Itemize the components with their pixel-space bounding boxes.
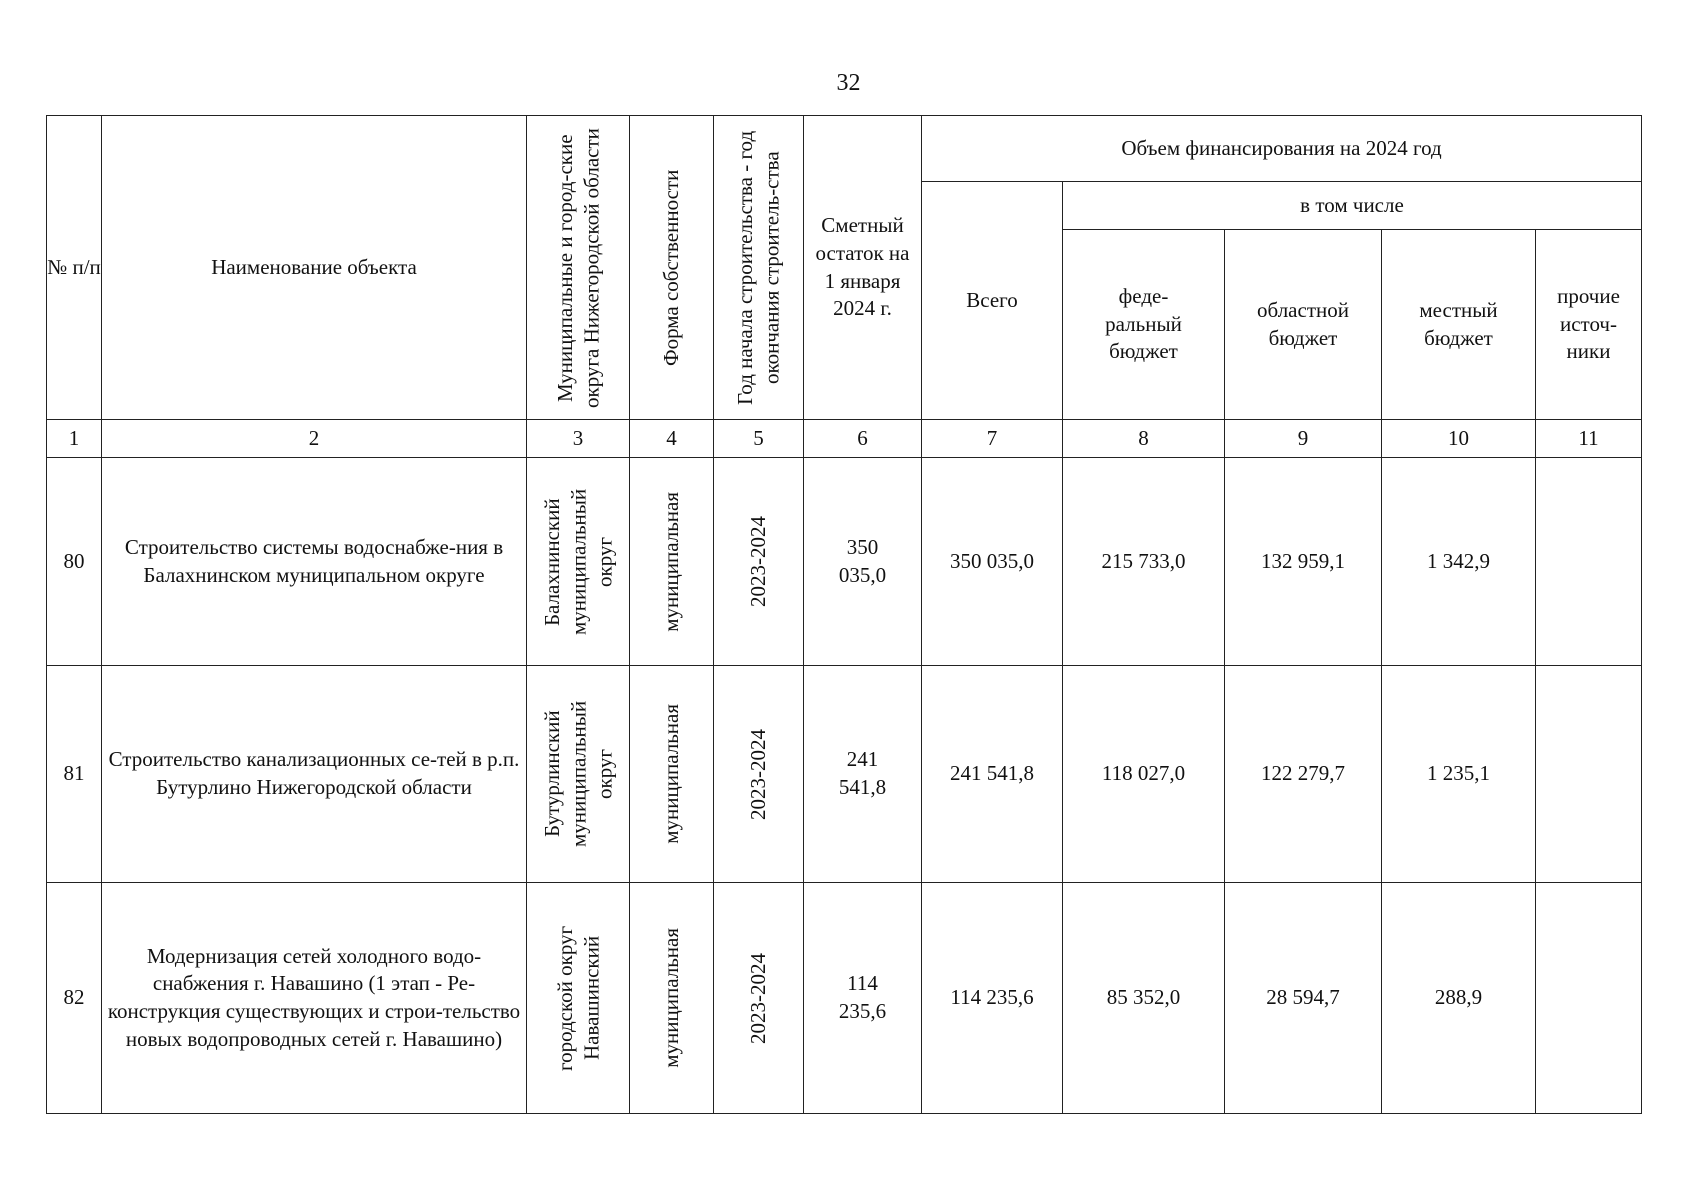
row-district <box>527 883 630 1114</box>
column-number: 2 <box>102 420 527 458</box>
row-ownership <box>630 666 714 883</box>
column-number: 3 <box>527 420 630 458</box>
header-num: № п/п <box>47 116 102 420</box>
column-number: 8 <box>1063 420 1225 458</box>
row-years-text: 2023-2024 <box>746 952 771 1044</box>
row-total: 350 035,0 <box>922 458 1063 666</box>
row-regional: 132 959,1 <box>1225 458 1382 666</box>
row-years <box>714 666 804 883</box>
row-local: 1 235,1 <box>1382 666 1536 883</box>
column-number: 11 <box>1536 420 1642 458</box>
row-total: 241 541,8 <box>922 666 1063 883</box>
row-other <box>1536 666 1642 883</box>
page-number: 32 <box>836 70 861 96</box>
row-estimate: 350 035,0 <box>804 458 922 666</box>
row-num: 82 <box>47 883 102 1114</box>
table-row <box>47 883 1642 1114</box>
header-row-1 <box>47 116 1642 182</box>
header-regional: областной бюджет <box>1225 230 1382 420</box>
header-local: местный бюджет <box>1382 230 1536 420</box>
column-number: 10 <box>1382 420 1536 458</box>
row-regional: 122 279,7 <box>1225 666 1382 883</box>
row-name: Строительство канализационных се-тей в р.п. Бутурлино Нижегородской области <box>102 666 527 883</box>
row-years-text: 2023-2024 <box>746 728 771 820</box>
column-number: 1 <box>47 420 102 458</box>
header-funding-group: Объем финансирования на 2024 год <box>922 116 1642 182</box>
row-district-text: городской округ Навашинский <box>552 925 603 1071</box>
header-years-text: Год начала строительства - год окончания строитель-ства <box>733 130 784 405</box>
table-row <box>47 666 1642 883</box>
row-ownership <box>630 458 714 666</box>
row-years <box>714 458 804 666</box>
row-district <box>527 458 630 666</box>
row-other <box>1536 458 1642 666</box>
row-district-text: Балахнинский муниципальный округ <box>539 488 617 635</box>
row-estimate: 241 541,8 <box>804 666 922 883</box>
row-ownership-text: муниципальная <box>659 928 684 1068</box>
row-other <box>1536 883 1642 1114</box>
header-years <box>714 116 804 420</box>
column-number: 9 <box>1225 420 1382 458</box>
column-number: 7 <box>922 420 1063 458</box>
row-regional: 28 594,7 <box>1225 883 1382 1114</box>
header-including: в том числе <box>1063 182 1642 230</box>
row-district-text: Бутурлинский муниципальный округ <box>539 700 617 848</box>
header-name: Наименование объекта <box>102 116 527 420</box>
column-number: 6 <box>804 420 922 458</box>
header-estimate: Сметный остаток на 1 января 2024 г. <box>804 116 922 420</box>
column-number: 4 <box>630 420 714 458</box>
row-years-text: 2023-2024 <box>746 516 771 607</box>
row-years <box>714 883 804 1114</box>
row-ownership-text: муниципальная <box>659 704 684 844</box>
row-num: 80 <box>47 458 102 666</box>
row-district <box>527 666 630 883</box>
row-federal: 215 733,0 <box>1063 458 1225 666</box>
row-estimate: 114 235,6 <box>804 883 922 1114</box>
header-district <box>527 116 630 420</box>
financing-table <box>46 115 1642 1114</box>
header-ownership <box>630 116 714 420</box>
header-other: прочие источ-ники <box>1536 230 1642 420</box>
row-total: 114 235,6 <box>922 883 1063 1114</box>
row-ownership <box>630 883 714 1114</box>
row-federal: 85 352,0 <box>1063 883 1225 1114</box>
column-number: 5 <box>714 420 804 458</box>
column-numbers-row <box>47 420 1642 458</box>
row-num: 81 <box>47 666 102 883</box>
row-federal: 118 027,0 <box>1063 666 1225 883</box>
row-ownership-text: муниципальная <box>659 491 684 632</box>
header-total: Всего <box>922 182 1063 420</box>
table-row <box>47 458 1642 666</box>
row-name: Строительство системы водоснабже-ния в Балахнинском муниципальном округе <box>102 458 527 666</box>
header-federal: феде-ральный бюджет <box>1063 230 1225 420</box>
row-name: Модернизация сетей холодного водо-снабжения г. Навашино (1 этап - Ре-конструкция существующих и строи-тельство новых водопроводных сетей г. Навашино) <box>102 883 527 1114</box>
row-local: 288,9 <box>1382 883 1536 1114</box>
row-local: 1 342,9 <box>1382 458 1536 666</box>
header-ownership-text: Форма собственности <box>659 169 684 366</box>
header-district-text: Муниципальные и город-ские округа Нижегородской области <box>552 127 603 408</box>
